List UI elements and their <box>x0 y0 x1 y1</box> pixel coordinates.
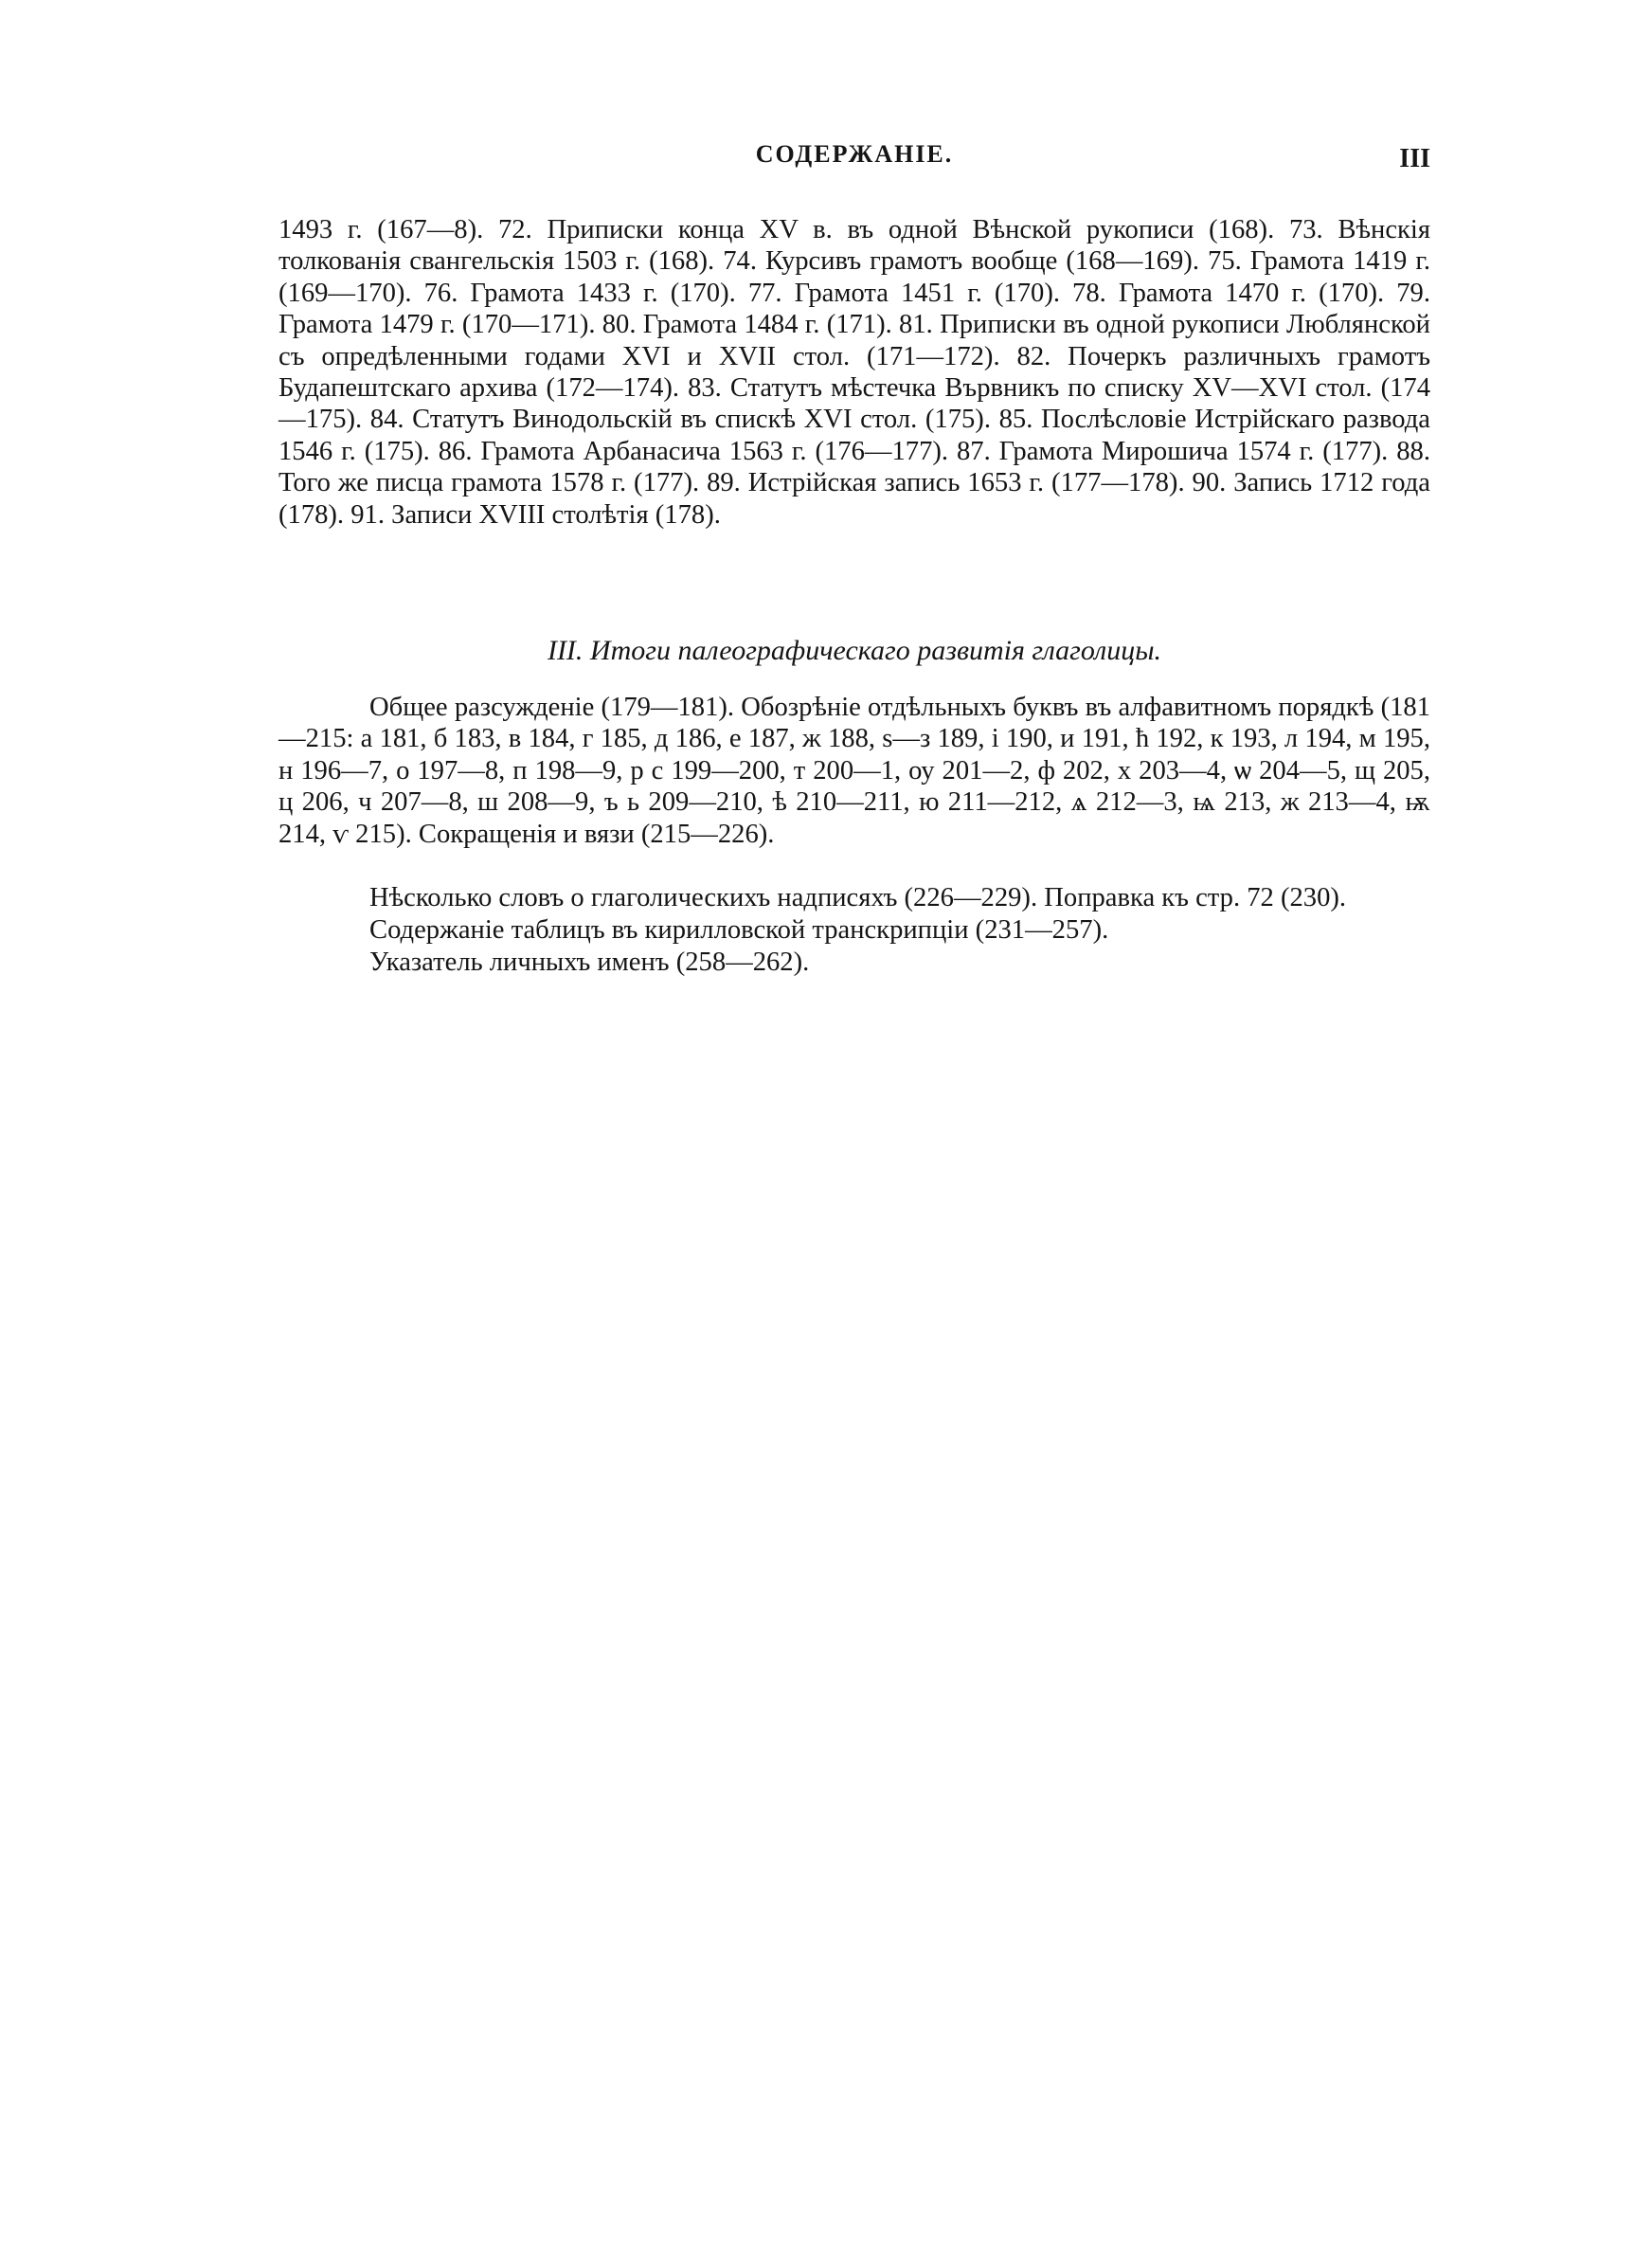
closing-entry-tables: Содержаніе таблицъ въ кирилловской транскрипціи (231—257). <box>369 915 1109 945</box>
closing-entry-inscriptions: Нѣсколько словъ о глаголическихъ надписяхъ (226—229). Поправка къ стр. 72 (230). <box>369 883 1347 912</box>
running-header <box>278 140 1430 178</box>
section-paragraph: Общее разсужденіе (179—181). Обозрѣніе отдѣльныхъ буквъ въ алфавитномъ порядкѣ (181—215: а 181, б 183, в 184, г 185, д 186, е 187, ж 188, s—з 189, і 190, и 191, ћ 192, к 193, л 194, м 195, н 196—7, о 197—8, п 198—9, р с 199—200, т 200—1, оу 201—2, ф 202, х 203—4, ѡ 204—5, щ 205, ц 206, ч 207—8, ш 208—9, ъ ь 209—210, ѣ 210—211, ю 211—212, ѧ 212—3, ѩ 213, ж 213—4, ѭ 214, ѵ 215). Сокращенія и вязи (215—226). <box>278 693 1430 849</box>
closing-entry-index: Указатель личныхъ именъ (258—262). <box>369 948 810 977</box>
page-number: III <box>1399 144 1430 173</box>
running-title: СОДЕРЖАНІЕ. <box>755 140 954 168</box>
toc-continuation-paragraph: 1493 г. (167—8). 72. Приписки конца XV в. въ одной Вѣнской рукописи (168). 73. Вѣнскія толкованія свангельскія 1503 г. (168). 74. Курсивъ грамотъ вообще (168—169). 75. Грамота 1419 г. (169—170). 76. Грамота 1433 г. (170). 77. Грамота 1451 г. (170). 78. Грамота 1470 г. (170). 79. Грамота 1479 г. (170—171). 80. Грамота 1484 г. (171). 81. Приписки въ одной рукописи Люблянской съ опредѣленными годами XVI и XVII стол. (171—172). 82. Почеркъ различныхъ грамотъ Будапештскаго архива (172—174). 83. Статутъ мѣстечка Вървникъ по списку XV—XVI стол. (174—175). 84. Статутъ Винодольскій въ спискѣ XVI стол. (175). 85. Послѣсловіе Истрійскаго развода 1546 г. (175). 86. Грамота Арбанасича 1563 г. (176—177). 87. Грамота Мирошича 1574 г. (177). 88. Того же писца грамота 1578 г. (177). 89. Истрійская запись 1653 г. (177—178). 90. Запись 1712 года (178). 91. Записи XVIII столѣтія (178). <box>278 215 1430 530</box>
closing-entries <box>369 882 1440 979</box>
section-heading: III. Итоги палеографическаго развитія глаголицы. <box>547 635 1162 666</box>
